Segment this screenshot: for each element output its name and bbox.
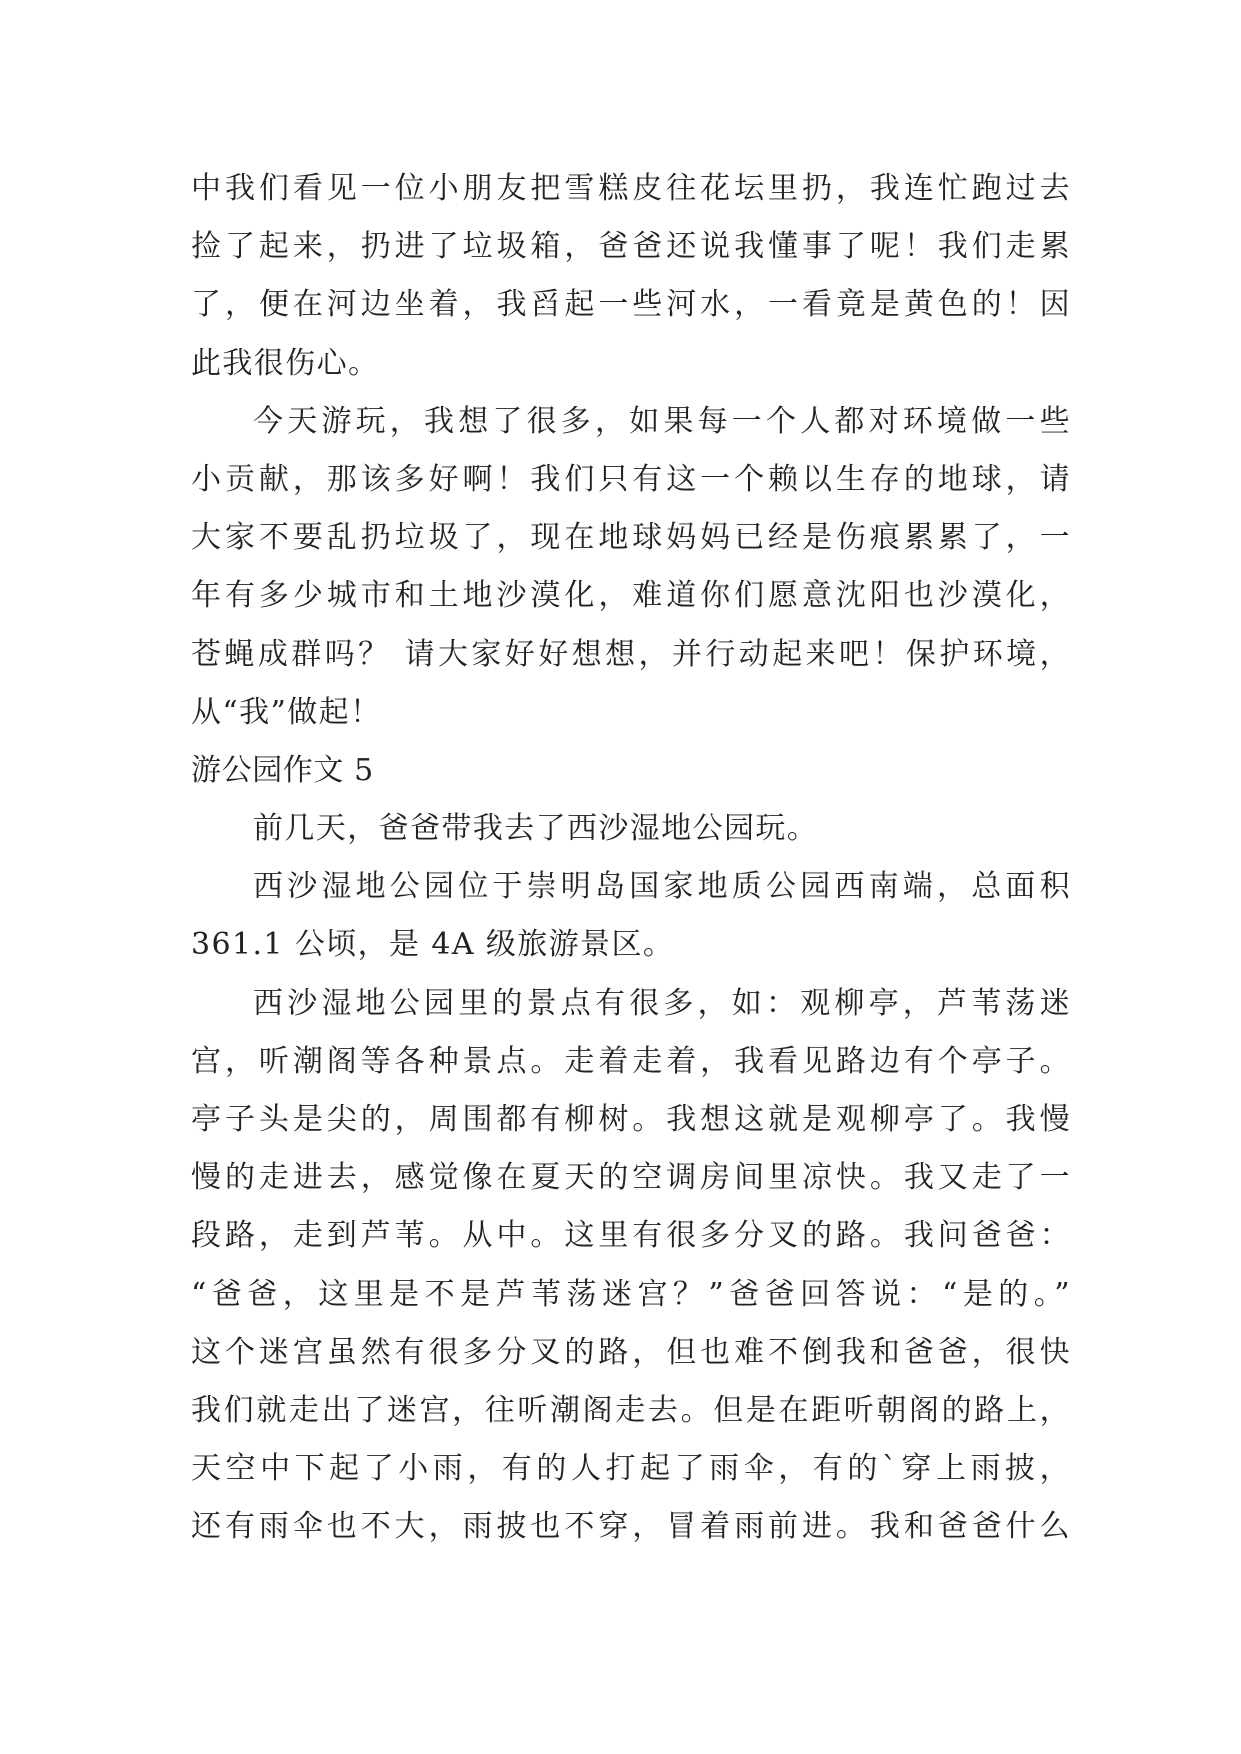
paragraph-line: 宫，听潮阁等各种景点。走着走着，我看见路边有个亭子。 [191,1043,1071,1079]
paragraph-line: 此我很伤心。 [191,345,380,381]
paragraph-line: 从“我”做起！ [191,694,382,730]
paragraph-line: 我们就走出了迷宫，往听潮阁走去。但是在距听朝阁的路上， [191,1392,1071,1428]
paragraph-line: 西沙湿地公园位于崇明岛国家地质公园西南端，总面积 [253,869,1071,905]
paragraph-line: 今天游玩，我想了很多，如果每一个人都对环境做一些 [253,403,1071,439]
section-heading: 游公园作文 5 [191,752,374,788]
paragraph-line: 中我们看见一位小朋友把雪糕皮往花坛里扔，我连忙跑过去 [191,171,1071,206]
paragraph-line: “爸爸，这里是不是芦苇荡迷宫？”爸爸回答说：“是的。” [191,1276,1071,1312]
paragraph-line: 这个迷宫虽然有很多分叉的路，但也难不倒我和爸爸，很快 [191,1334,1071,1370]
paragraph-line: 苍蝇成群吗？ 请大家好好想想，并行动起来吧！保护环境， [191,636,1071,672]
paragraph-line: 段路，走到芦苇。从中。这里有很多分叉的路。我问爸爸： [191,1218,1071,1254]
essay-body [191,160,1071,1557]
paragraph-line: 了，便在河边坐着，我舀起一些河水，一看竟是黄色的！因 [191,287,1071,323]
paragraph-line: 大家不要乱扔垃圾了，现在地球妈妈已经是伤痕累累了，一 [191,520,1071,556]
paragraph-line: 亭子头是尖的，周围都有柳树。我想这就是观柳亭了。我慢 [191,1102,1071,1137]
paragraph-line: 还有雨伞也不大，雨披也不穿，冒着雨前进。我和爸爸什么 [191,1509,1071,1545]
paragraph-line: 慢的走进去，感觉像在夏天的空调房间里凉快。我又走了一 [191,1160,1071,1196]
paragraph-line: 西沙湿地公园里的景点有很多，如：观柳亭，芦苇荡迷 [253,985,1071,1021]
paragraph-line: 前几天，爸爸带我去了西沙湿地公园玩。 [253,811,819,847]
paragraph-line: 年有多少城市和土地沙漠化，难道你们愿意沈阳也沙漠化， [191,578,1071,614]
paragraph-line: 捡了起来，扔进了垃圾箱，爸爸还说我懂事了呢！我们走累 [191,229,1071,265]
paragraph-line: 天空中下起了小雨，有的人打起了雨伞，有的`穿上雨披， [191,1451,1071,1487]
paragraph-line: 361.1 公顷，是 4A 级旅游景区。 [191,927,675,963]
paragraph-line: 小贡献，那该多好啊！我们只有这一个赖以生存的地球，请 [191,461,1071,497]
